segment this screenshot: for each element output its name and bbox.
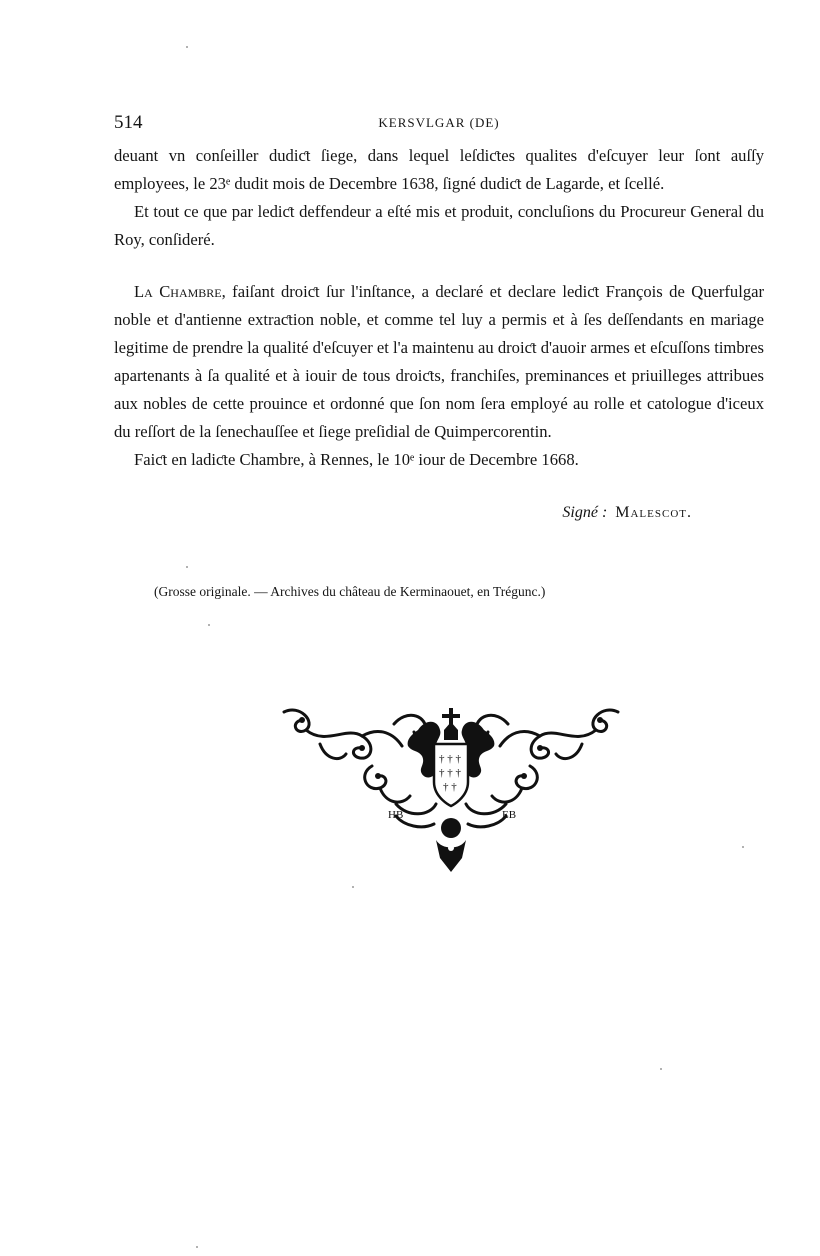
signature-label: Signé : [562,504,608,521]
svg-text:† † †: † † † [439,767,461,779]
page-header [114,112,764,136]
decision-lead: La Chambre [134,282,222,301]
monogram-right: EB [502,809,517,821]
paper-speck [660,1068,662,1070]
monogram-left: HB [388,809,404,821]
svg-text:† † †: † † † [439,753,461,765]
paper-speck [208,624,210,626]
svg-text:† †: † † [443,781,457,793]
paper-speck [196,1246,198,1248]
paragraph-decision [114,278,764,446]
paper-speck [186,46,188,48]
paper-speck [352,886,354,888]
paper-speck [186,566,188,568]
source-note: (Grosse originale. — Archives du château de Kerminaouet, en Trégunc.) [154,584,546,599]
paper-speck [742,846,744,848]
body-text [114,142,764,474]
paragraph-dated: Faiƈt en ladiƈte Chambre, à Rennes, le 10ᵉ iour de Decembre 1668. [134,450,579,469]
paragraph-deffendeur: Et tout ce que par lediƈt deffendeur a eſté mis et produit, concluſions du Procureur General du Roy, conſideré. [114,202,764,249]
signer-name: Malescot. [615,504,692,521]
heraldic-ornament-icon [276,700,626,876]
decision-text: , faiſant droiƈt ſur l'inſtance, a declaré et declare lediƈt François de Querfulgar noble et d'antienne extraƈtion noble, et comme tel luy a permis et à ſes deſſendants en mariage legitime de prendre la qualité d'eſcuyer et l'a maintenu au droiƈt d'auoir armes et eſcuſſons timbres apartenants à ſa qualité et à iouir de tous droiƈts, franchiſes, preminances et priuilleges attribues aux nobles de cette prouince et ordonné que ſon nom ſera employé au rolle et catologue d'iceux du reſſort de la ſenechauſſee et ſiege preſidial de Quimpercorentin. [114,282,765,441]
running-head: KERSVLGAR (DE) [378,115,500,130]
signature [562,504,692,522]
paragraph-continuation: deuant vn conſeiller dudiƈt ſiege, dans lequel leſdiƈtes qualites d'eſcuyer leur ſont auſſy employees, le 23ᵉ dudit mois de Decembre 1638, ſigné dudiƈt de Lagarde, et ſcellé. [114,146,764,193]
page-number: 514 [114,112,143,133]
